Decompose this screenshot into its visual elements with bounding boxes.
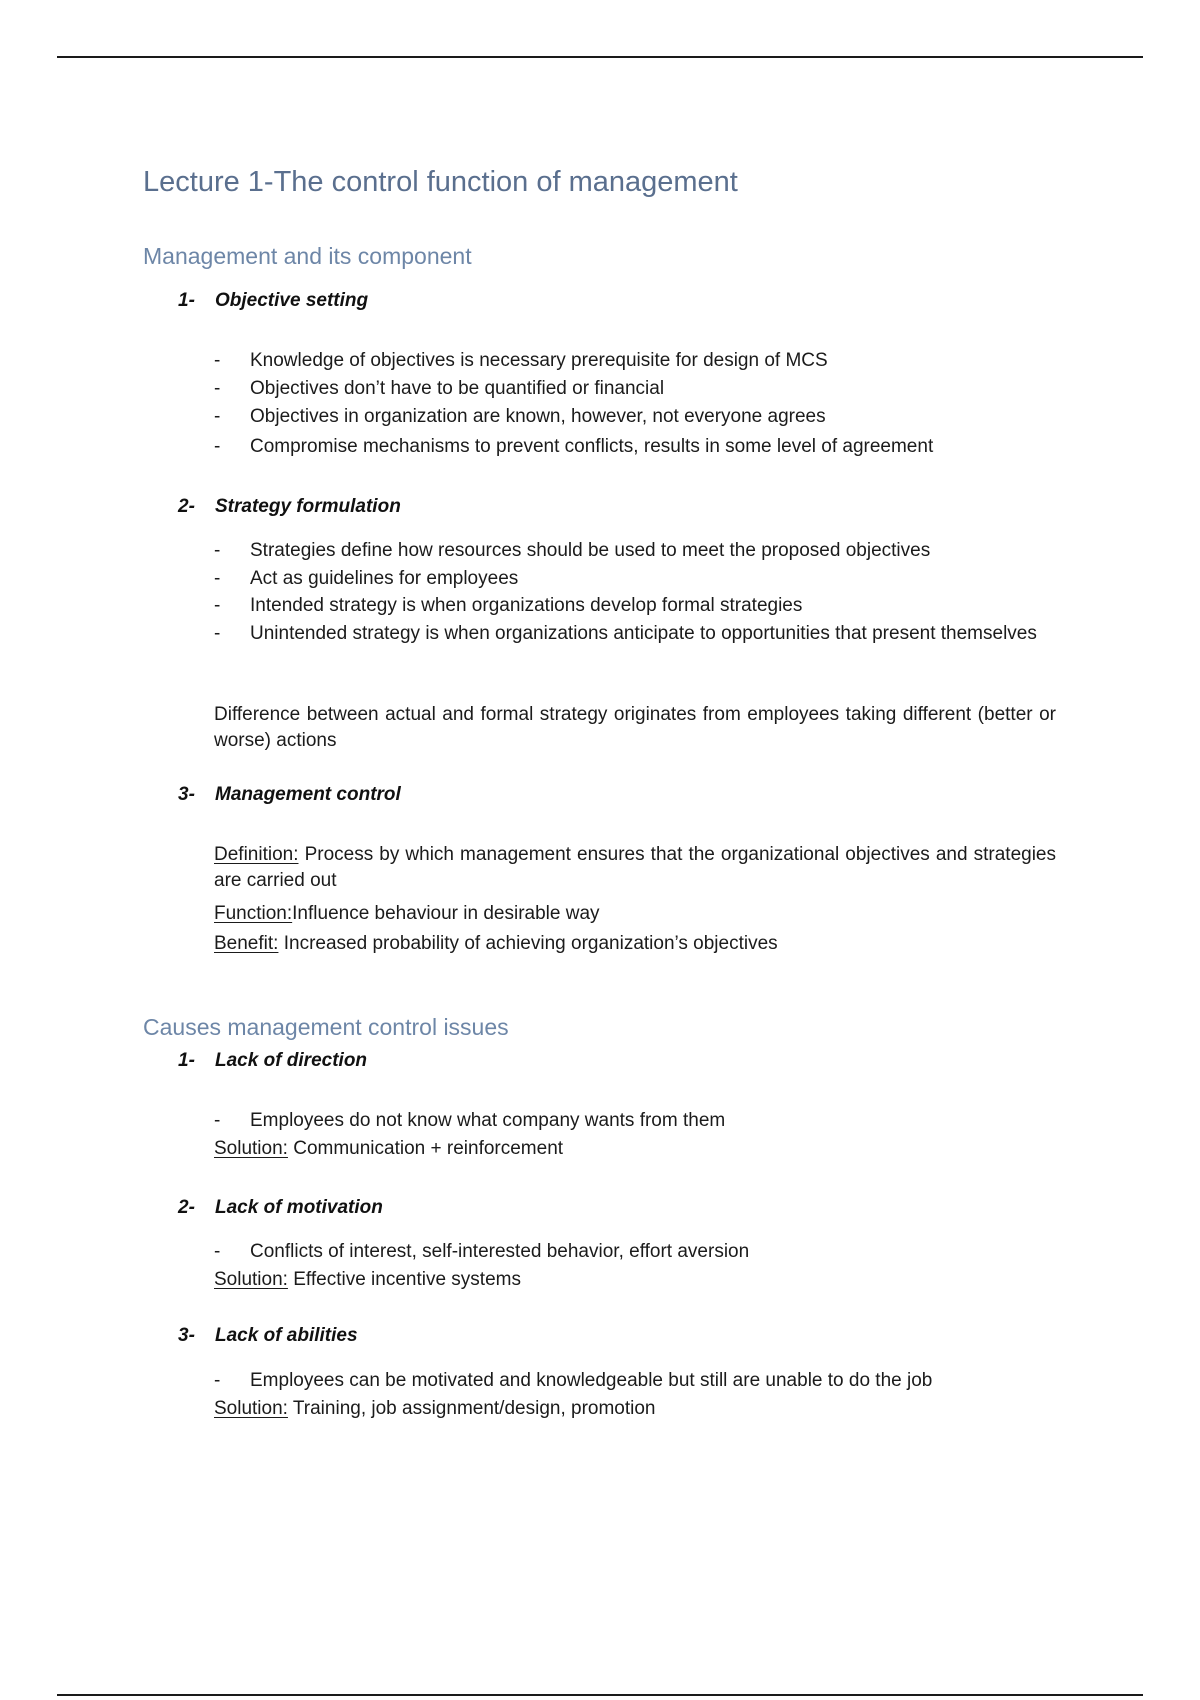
- benefit-line: [214, 933, 778, 955]
- item-heading-strategy-formulation: [178, 496, 401, 518]
- solution-label: Solution:: [214, 1269, 288, 1290]
- bullet-text: Employees do not know what company wants from them: [250, 1110, 726, 1131]
- function-label: Function:: [214, 903, 293, 924]
- item-number: 1-: [178, 1050, 195, 1071]
- section-heading-causes: Causes management control issues: [143, 1014, 509, 1040]
- footer-rule: [57, 1694, 1143, 1696]
- bullet-marker: -: [214, 350, 221, 371]
- item-number: 2-: [178, 496, 195, 517]
- item-title: Lack of abilities: [215, 1325, 358, 1346]
- list-item: [214, 595, 802, 617]
- item-heading-objective-setting: [178, 290, 368, 312]
- function-line: [214, 903, 600, 925]
- bullet-marker: -: [214, 406, 221, 427]
- solution-line: [214, 1138, 563, 1160]
- solution-label: Solution:: [214, 1398, 288, 1419]
- solution-line: [214, 1269, 521, 1291]
- item-title: Lack of direction: [215, 1050, 368, 1071]
- list-item: [214, 378, 664, 400]
- item-number: 1-: [178, 290, 195, 311]
- benefit-label: Benefit:: [214, 933, 279, 954]
- definition-text: Process by which management ensures that the organizational objectives and strategies are carried out: [214, 844, 1056, 891]
- list-item: [214, 1370, 932, 1392]
- item-title: Management control: [215, 784, 401, 805]
- header-rule: [57, 56, 1143, 58]
- definition-paragraph: [214, 842, 1056, 894]
- solution-text: Effective incentive systems: [293, 1269, 521, 1290]
- item-title: Lack of motivation: [215, 1197, 383, 1218]
- bullet-marker: -: [214, 540, 221, 561]
- strategy-note: Difference between actual and formal strategy originates from employees taking different (better or worse) actions: [214, 704, 1056, 751]
- bullet-marker: -: [214, 378, 221, 399]
- solution-text: Communication + reinforcement: [293, 1138, 564, 1159]
- bullet-marker: -: [214, 595, 221, 616]
- bullet-text: Act as guidelines for employees: [250, 568, 519, 589]
- bullet-marker: -: [214, 568, 221, 589]
- bullet-text: Unintended strategy is when organizations anticipate to opportunities that present themselves: [250, 623, 1037, 644]
- item-title: Objective setting: [215, 290, 369, 311]
- bullet-text: Compromise mechanisms to prevent conflicts, results in some level of agreement: [250, 436, 934, 457]
- bullet-text: Strategies define how resources should be used to meet the proposed objectives: [250, 540, 931, 561]
- bullet-text: Knowledge of objectives is necessary prerequisite for design of MCS: [250, 350, 828, 371]
- list-item: [214, 350, 828, 372]
- section-heading-management: Management and its component: [143, 243, 472, 269]
- item-number: 2-: [178, 1197, 195, 1218]
- item-number: 3-: [178, 1325, 195, 1346]
- item-title: Strategy formulation: [215, 496, 401, 517]
- bullet-text: Objectives don’t have to be quantified or financial: [250, 378, 665, 399]
- bullet-text: Employees can be motivated and knowledgeable but still are unable to do the job: [250, 1370, 933, 1391]
- item-heading-lack-of-motivation: [178, 1197, 383, 1219]
- list-item: [214, 436, 933, 458]
- solution-text: Training, job assignment/design, promotion: [292, 1398, 656, 1419]
- page-title: Lecture 1-The control function of management: [143, 166, 738, 198]
- bullet-text: Objectives in organization are known, however, not everyone agrees: [250, 406, 826, 427]
- definition-label: Definition:: [214, 844, 299, 865]
- bullet-marker: -: [214, 623, 221, 644]
- list-item: [214, 406, 826, 428]
- item-heading-lack-of-direction: [178, 1050, 367, 1072]
- list-item: [214, 1241, 749, 1263]
- item-number: 3-: [178, 784, 195, 805]
- benefit-text: Increased probability of achieving organization’s objectives: [283, 933, 778, 954]
- bullet-text: Intended strategy is when organizations develop formal strategies: [250, 595, 803, 616]
- list-item: [214, 621, 1056, 647]
- item-heading-lack-of-abilities: [178, 1325, 358, 1347]
- bullet-text: Conflicts of interest, self-interested behavior, effort aversion: [250, 1241, 750, 1262]
- list-item: [214, 568, 518, 590]
- list-item: [214, 1110, 725, 1132]
- solution-label: Solution:: [214, 1138, 288, 1159]
- bullet-marker: -: [214, 1370, 221, 1391]
- solution-line: [214, 1398, 656, 1420]
- list-item: [214, 540, 930, 562]
- bullet-marker: -: [214, 436, 221, 457]
- bullet-marker: -: [214, 1110, 221, 1131]
- function-text: Influence behaviour in desirable way: [292, 903, 600, 924]
- item-heading-management-control: [178, 784, 401, 806]
- bullet-marker: -: [214, 1241, 221, 1262]
